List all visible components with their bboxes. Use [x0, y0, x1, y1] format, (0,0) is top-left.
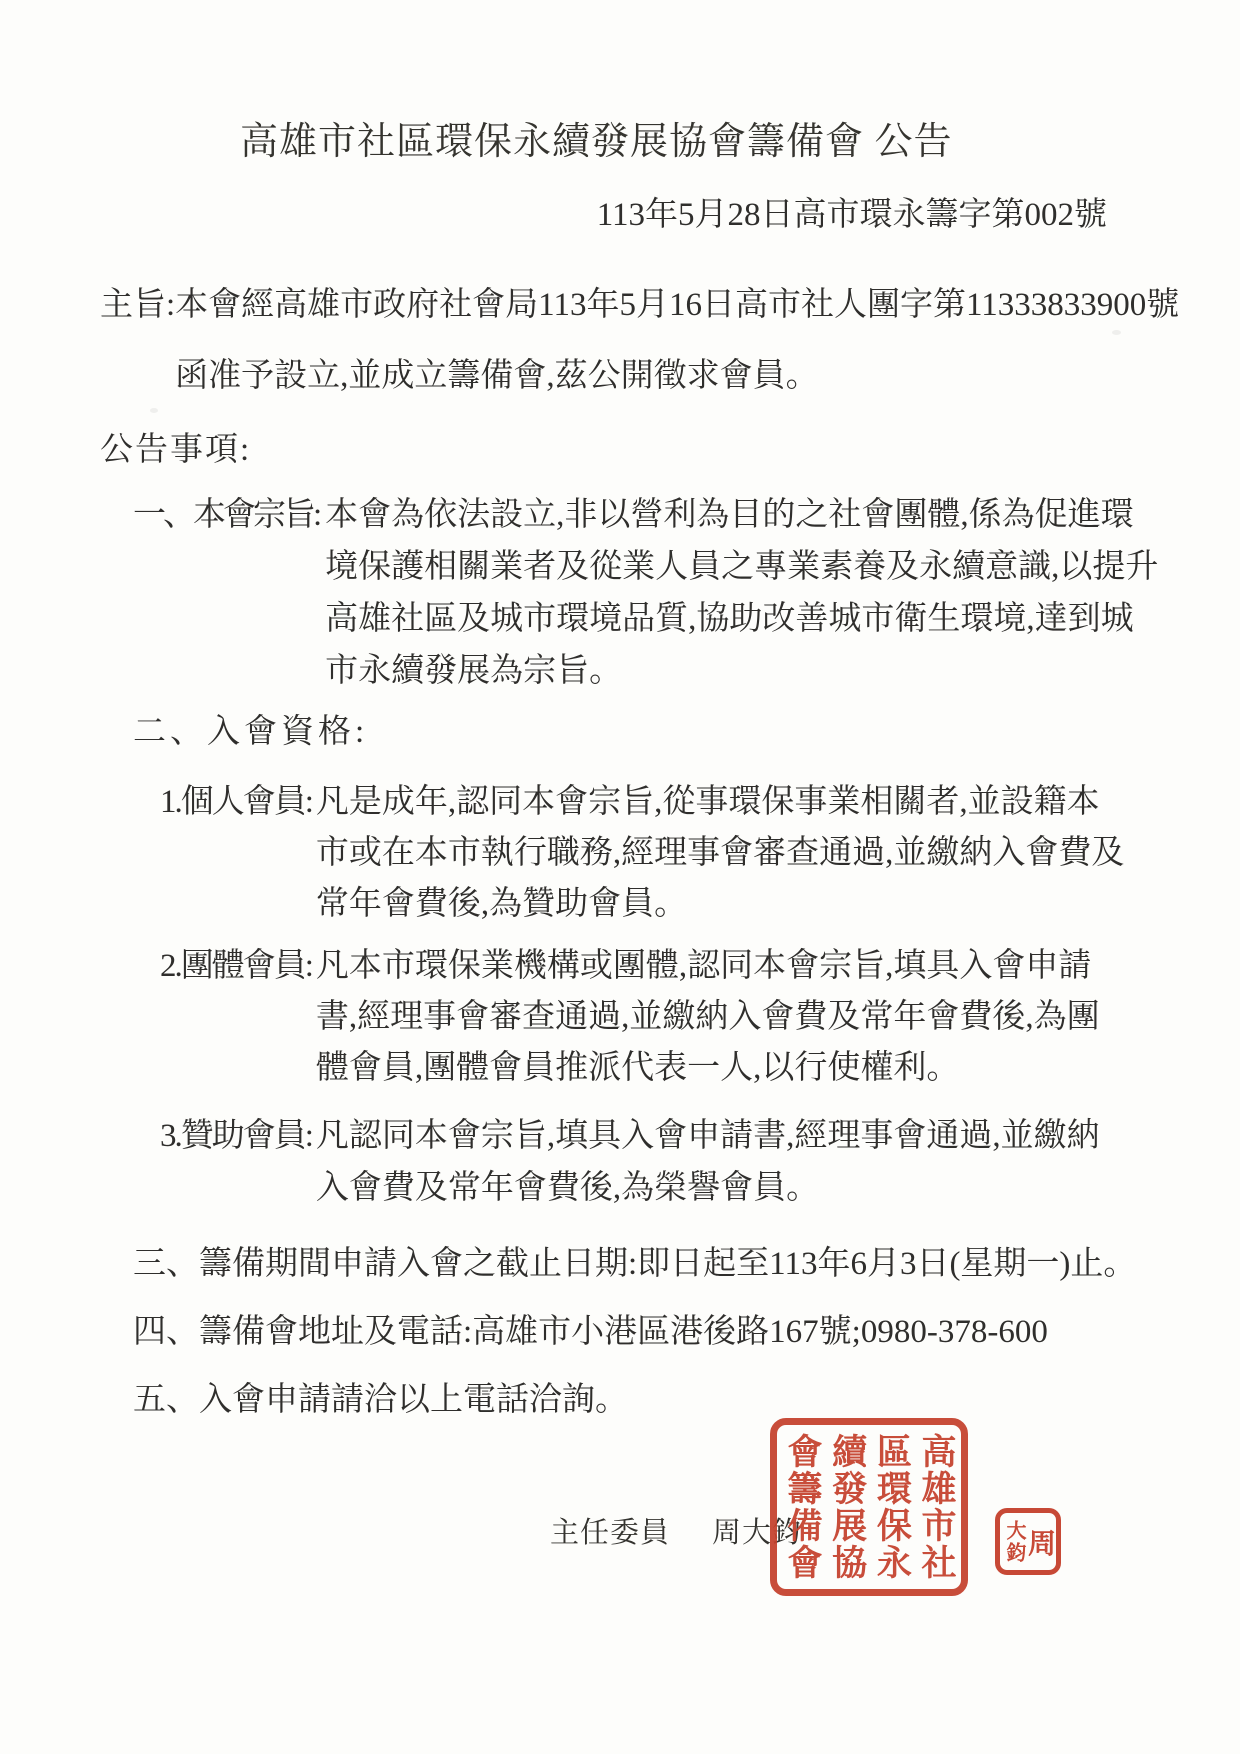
org-seal-stamp	[770, 1418, 968, 1596]
text-line: 本會為依法設立,非以營利為目的之社會團體,係為促進環	[325, 497, 1134, 533]
text-line: 籌備期間申請入會之截止日期:即日起至113年6月3日(星期一)止。	[199, 1246, 1137, 1282]
text-line: 常年會費後,為贊助會員。	[315, 886, 688, 922]
scan-smudge	[150, 408, 158, 413]
section-purpose	[133, 489, 1158, 697]
text-line: 凡本市環保業機構或團體,認同本會宗旨,填具入會申請	[315, 948, 1092, 984]
subject-paragraph	[100, 270, 1179, 412]
section-address-phone	[133, 1305, 1048, 1352]
section-address-phone-label: 四、	[133, 1314, 199, 1350]
name-seal-left-column	[1000, 1513, 1028, 1570]
org-seal-column: 區環保永	[872, 1433, 912, 1581]
text-line: 入會申請請洽以上電話洽詢。	[199, 1382, 628, 1418]
member-item-sponsor-label: 3.贊助會員:	[160, 1118, 312, 1154]
text-line: 境保護相關業者及從業人員之專業素養及永續意識,以提升	[325, 549, 1159, 585]
scan-smudge	[1112, 330, 1121, 335]
text-line: 書,經理事會審查通過,並繳納入會費及常年會費後,為團	[315, 999, 1100, 1035]
member-item-group-label: 2.團體會員:	[160, 948, 312, 984]
subject-line: 函准予設立,並成立籌備會,茲公開徵求會員。	[175, 358, 819, 394]
signature-name: 周大鈞	[712, 1517, 803, 1549]
member-item-individual	[160, 777, 1124, 930]
text-line: 入會費及常年會費後,為榮譽會員。	[315, 1170, 820, 1206]
text-line: 高雄社區及城市環境品質,協助改善城市衛生環境,達到城	[325, 601, 1134, 637]
text-line: 市或在本市執行職務,經理事會審查通過,並繳納入會費及	[315, 835, 1125, 871]
section-purpose-label: 一、本會宗旨:	[133, 497, 320, 533]
subject-label: 主旨:	[100, 287, 176, 323]
section-deadline	[133, 1237, 1136, 1284]
text-line: 體會員,團體會員推派代表一人,以行使權利。	[315, 1050, 960, 1086]
member-item-sponsor	[160, 1110, 1100, 1214]
text-line: 凡認同本會宗旨,填具入會申請書,經理事會通過,並繳納	[315, 1118, 1100, 1154]
signature-line	[550, 1510, 802, 1551]
name-seal-right-column: 周	[1028, 1528, 1057, 1560]
subject-line: 本會經高雄市政府社會局113年5月16日高市社人團字第11333833900號	[175, 287, 1180, 323]
name-seal-stamp	[995, 1508, 1061, 1575]
document-title: 高雄市社區環保永續發展協會籌備會 公告	[240, 121, 953, 163]
org-seal-column: 高雄市社	[916, 1433, 956, 1581]
name-seal-left-text: 大鈞	[1003, 1519, 1025, 1564]
org-seal-column: 會籌備會	[783, 1433, 822, 1581]
announcement-items-header: 公告事項:	[100, 432, 252, 468]
member-item-group	[160, 941, 1100, 1094]
signature-role: 主任委員	[550, 1517, 671, 1549]
text-line: 凡是成年,認同本會宗旨,從事環保事業相關者,並設籍本	[315, 784, 1100, 820]
text-line: 市永續發展為宗旨。	[325, 653, 623, 689]
org-seal-column: 續發展協	[827, 1433, 867, 1581]
section-contact-label: 五、	[133, 1382, 199, 1418]
section-contact	[133, 1373, 628, 1420]
section-membership-header: 二、入會資格:	[133, 714, 369, 750]
text-line: 籌備會地址及電話:高雄市小港區港後路167號;0980-378-600	[199, 1314, 1048, 1350]
doc-number: 113年5月28日高市環永籌字第002號	[596, 197, 1107, 233]
member-item-individual-label: 1.個人會員:	[160, 784, 312, 820]
section-deadline-label: 三、	[133, 1246, 199, 1282]
